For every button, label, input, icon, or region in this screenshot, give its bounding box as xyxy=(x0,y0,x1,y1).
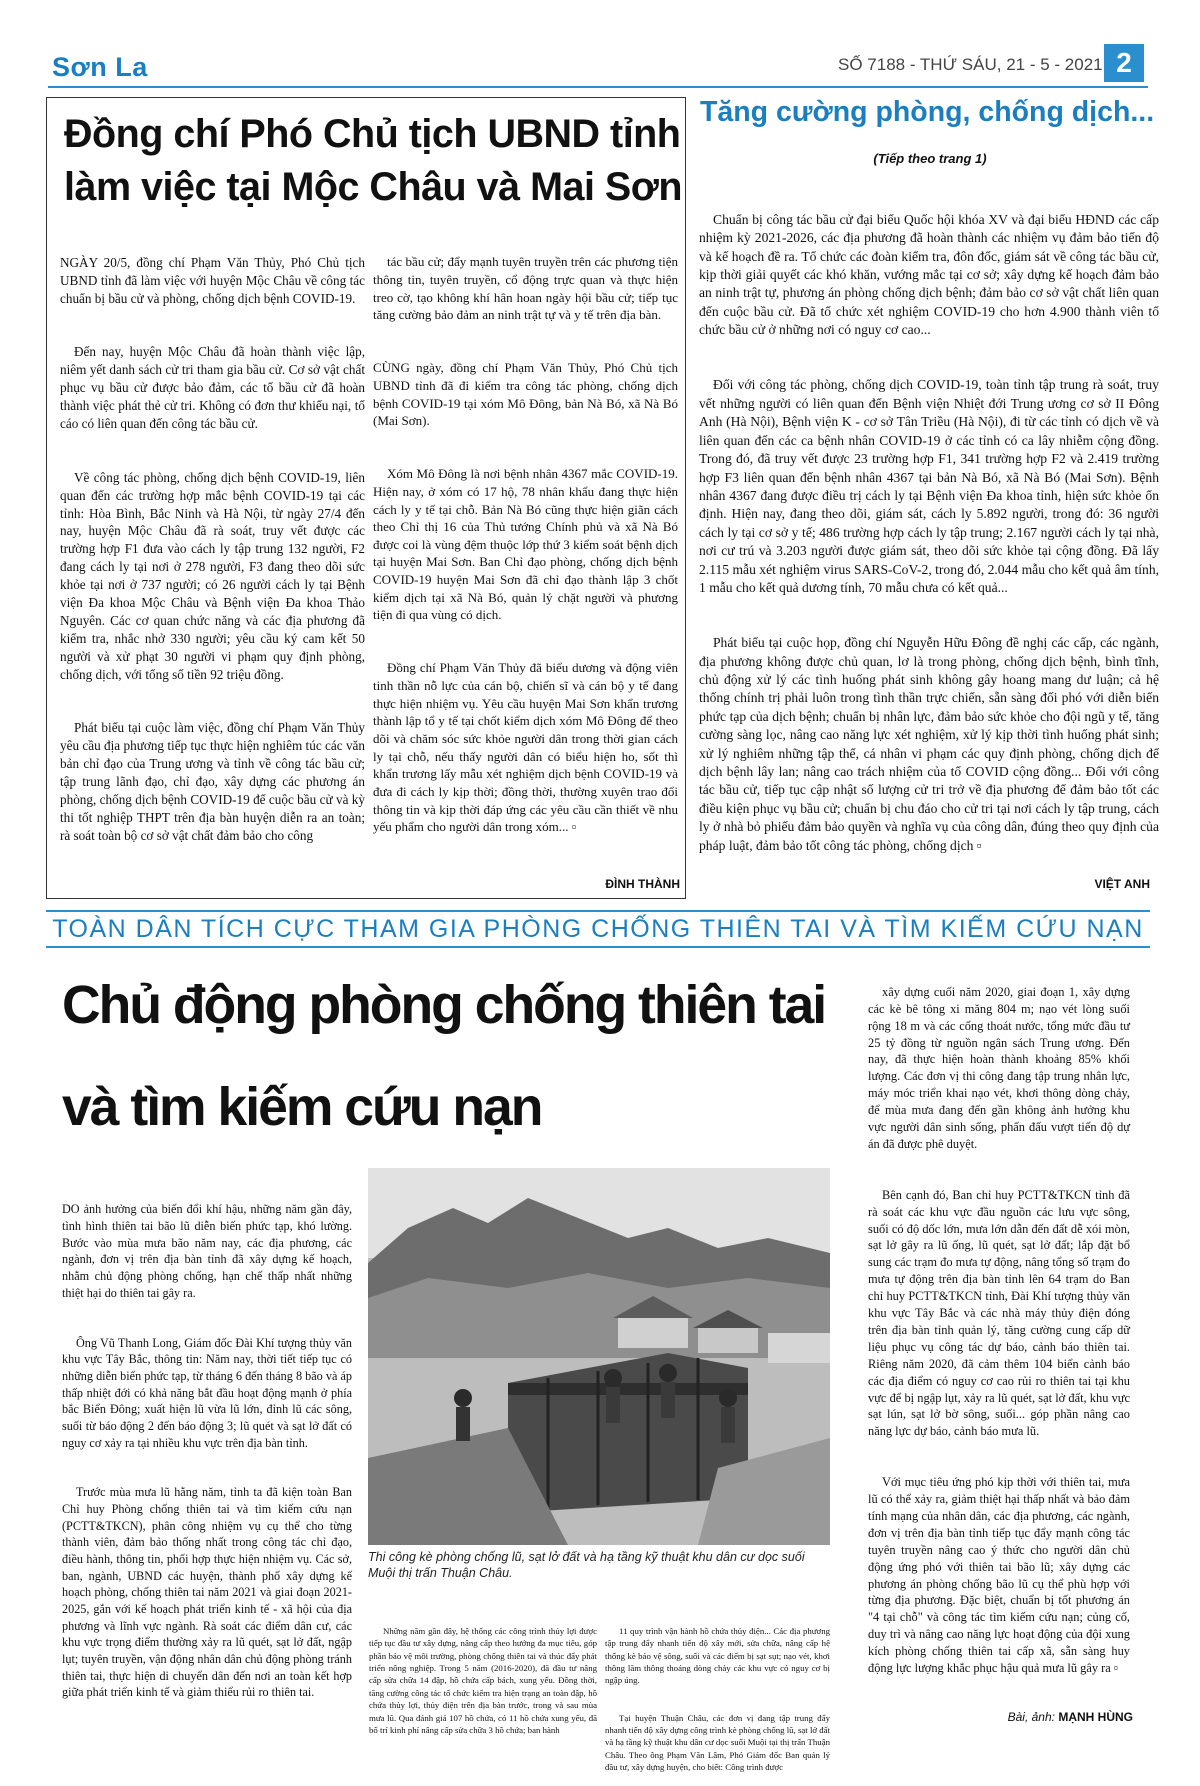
article3-paragraph: 11 quy trình vận hành hồ chứa thủy điện... Các địa phương tập trung đẩy nhanh tiến độ xây mới, sửa chữa, nâng cấp hệ thống kè bảo vệ sông, suối và các điểm bị sạt sụt; nạo vét, khơi thông lăm thông thoáng dòng chảy các khu vực có nguy cơ bị ngập úng. xyxy=(605,1625,833,1686)
article2-byline: VIỆT ANH xyxy=(1094,877,1150,891)
article3-byline-name: MẠNH HÙNG xyxy=(1058,1710,1133,1724)
section-name: Sơn La xyxy=(52,52,148,82)
article1-paragraph: CÙNG ngày, đồng chí Phạm Văn Thủy, Phó Chủ tịch UBND tỉnh đã đi kiểm tra công tác phòng, chống dịch bệnh COVID-19 tại xóm Mô Đông, bản Nà Bó, xã Nà Bó (Mai Sơn). xyxy=(373,360,682,429)
section-banner-text: TOÀN DÂN TÍCH CỰC THAM GIA PHÒNG CHỐNG THIÊN TAI VÀ TÌM KIẾM CỨU NẠN xyxy=(52,915,1144,943)
article3-byline-prefix: Bài, ảnh: xyxy=(1007,1710,1055,1724)
article3-paragraph: Với mục tiêu ứng phó kịp thời với thiên tai, mưa lũ có thể xảy ra, giảm thiệt hại thấp nhất và bảo đảm tính mạng của nhân dân, các địa phương, các ngành, đơn vị trên địa bàn tỉnh tiếp tục đẩy mạnh công tác tuyên truyền nâng cao ý thức cho người dân chủ động ứng phó với thiên tai bão lũ; xây dựng các phương án phòng chống bão lũ cụ thể phù hợp với từng địa phương. Đặc biệt, chuẩn bị tốt phương án "4 tại chỗ" và công tác tìm kiếm cứu nạn; củng cố, duy trì và nâng cao năng lực hoạt động của đội xung kích phòng chống thiên tai cấp xã, sẵn sàng huy động lực lượng khắc phục hậu quả mưa lũ gây ra ▫ xyxy=(868,1475,1134,1676)
article3-paragraph: Ông Vũ Thanh Long, Giám đốc Đài Khí tượng thủy văn khu vực Tây Bắc, thông tin: Năm nay, thời tiết tiếp tục có những diễn biến phức tạp, từ tháng 6 đến tháng 8 bão và áp thấp nhiệt đới có khả năng bắt đầu hoạt động mạnh ở phía bắc Biển Đông; xuất hiện lũ vừa lũ lớn, đỉnh lũ các sông, suối từ báo động 2 đến báo động 3; lũ quét và sạt lở đất có nguy cơ xảy ra tại nhiều khu vực trên địa bàn tỉnh. xyxy=(62,1335,356,1450)
article1-paragraph: Phát biểu tại cuộc làm việc, đồng chí Phạm Văn Thủy yêu cầu địa phương tiếp tục thực hiện nghiêm túc các văn bản chỉ đạo của Trung ương và tỉnh về công tác bầu cử; tập trung lãnh đạo, chỉ đạo, xây dựng các phương án phòng, chống dịch bệnh COVID-19 để cuộc bầu cử và kỳ thi tốt nghiệp THPT trên địa bàn huyện diễn ra an toàn; rà soát toàn bộ cơ sở vật chất đảm bảo cho công xyxy=(60,720,369,843)
article2-paragraph: Phát biểu tại cuộc họp, đồng chí Nguyễn Hữu Đông đề nghị các cấp, các ngành, địa phương không được chủ quan, lơ là trong phòng, chống dịch bệnh, bình tĩnh, chủ động xử lý các tình huống phát sinh không gây hoang mang dư luận; cả hệ thống chính trị phải luôn trong tình thần trực chiến, sẵn sàng đối phó với diễn biến phức tạp của dịch bệnh; chuẩn bị nhân lực, đảm bảo sức khỏe cho đội ngũ y tế, tăng cường sàng lọc, nâng cao năng lực xét nghiệm, xử lý kịp thời tình huống phát sinh; xử lý nghiêm những tập thể, cá nhân vi phạm các quy định phòng, chống dịch để dịch bệnh lây lan; nâng cao trách nhiệm của tổ COVID cộng đồng... Đối với công tác bầu cử, tiếp tục cập nhật số lượng cử tri trở về địa phương để đảm bảo tốt các điều kiện phục vụ bầu cử; chuẩn bị chu đáo cho cử tri tại nơi cách ly tập trung, cách ly ở nhà bỏ phiếu đảm bảo quyền và nghĩa vụ của công dân, đúng theo quy định của pháp luật, đảm bảo tốt công tác phòng, chống dịch ▫ xyxy=(699,635,1163,853)
construction-photo xyxy=(368,1168,830,1545)
article2-body xyxy=(699,174,1163,873)
article1-paragraph: Đồng chí Phạm Văn Thủy đã biểu dương và động viên tinh thần nỗ lực của cán bộ, chiến sĩ và cán bộ y tế đang thực hiện nhiệm vụ. Yêu cầu huyện Mai Sơn khẩn trương thành lập tổ y tế tại chốt kiểm dịch xóm Mô Đông để theo dõi và chăm sóc sức khỏe người dân trong thời gian cách ly tại chỗ, nếu thấy người dân có biểu hiện ho, sốt thì khẩn trương lấy mẫu xét nghiệm dịch bệnh COVID-19 và đưa đi cách ly kịp thời; đồng thời, thường xuyên trao đổi thông tin và kịp thời đáp ứng các yêu cầu cần thiết về nhu yếu phẩm cho người dân trong xóm... ▫ xyxy=(373,660,682,835)
article3-paragraph: Bên cạnh đó, Ban chỉ huy PCTT&TKCN tỉnh đã rà soát các khu vực đầu nguồn các lưu vực sông, suối có độ dốc lớn, mưa lớn dẫn đến đất dễ xói mòn, sạt lở gây ra lũ ống, lũ quét, sạt lở đất; lắp đặt bổ sung các trạm đo mưa tự động, nâng tổng số trạm đo mưa tự động trên địa bàn tỉnh lên 64 trạm do Ban chỉ huy PCTT&TKCN tỉnh, Đài Khí tượng thủy văn khu vực Tây Bắc và các nhà máy thủy điện đóng trên địa bàn tỉnh quản lý, tăng cường cung cấp dữ liệu phục vụ công tác dự báo, cảnh báo thiên tai. Riêng năm 2020, đã cảm thêm 104 biển cảnh báo các địa điểm có nguy cơ cao rủi ro thiên tai tại khu vực để bị ngập lụt, xảy ra lũ quét, sạt lở đất, khu vực sạt lún, sạt lở bờ sông, suối... góp phần nâng cao năng lực dự báo, cảnh báo mưa lũ. xyxy=(868,1187,1134,1439)
article3-column-3 xyxy=(605,1600,833,1786)
article2-headline: Tăng cường phòng, chống dịch... xyxy=(700,96,1155,128)
article1-paragraph: Đến nay, huyện Mộc Châu đã hoàn thành việc lập, niêm yết danh sách cử tri tham gia bầu cử. Cơ sở vật chất phục vụ bầu cử được bảo đảm, các tổ bầu cử đã hoàn thành việc phát thẻ cử tri. Không có đơn thư khiếu nại, tố cáo có liên quan đến công tác bầu cử. xyxy=(60,344,369,431)
article2-paragraph: Chuẩn bị công tác bầu cử đại biểu Quốc hội khóa XV và đại biểu HĐND các cấp nhiệm kỳ 2021-2026, các địa phương đã hoàn thành các nhiệm vụ đảm bảo tiến độ và kế hoạch đề ra. Tổ chức các đoàn kiểm tra, đôn đốc, giám sát về công tác bầu cử, kịp thời giải quyết các khó khăn, vướng mắc tại cơ sở; xây dựng kế hoạch đảm bảo an ninh trật tự, phương án phòng chống dịch bệnh; đảm bảo cơ sở vật chất liên quan đến cuộc bầu cử. Đã tổ chức xét nghiệm COVID-19 cho hơn 4.900 thành viên tổ chức bầu cử ở những nơi có nguy cơ cao... xyxy=(699,211,1163,338)
article3-paragraph: DO ảnh hưởng của biến đổi khí hậu, những năm gần đây, tình hình thiên tai bão lũ diễn biến phức tạp, khó lường. Bước vào mùa mưa bão năm nay, các địa phương, các ngành, đơn vị trên địa bàn tỉnh đã xây dựng kế hoạch, nhằm chủ động phòng chống, hạn chế thấp nhất những thiệt hại do thiên tai gây ra. xyxy=(62,1202,356,1300)
article3-paragraph: Những năm gần đây, hệ thống các công trình thủy lợi được tiếp tục đầu tư xây dựng, nâng cấp theo hướng đa mục tiêu, góp phần bảo vệ môi trường, phòng chống thiên tai và thúc đẩy phát triển nông nghiệp. Trong 5 năm (2016-2020), đã đầu tư nâng cấp sửa chữa 14 đập, hồ chứa cấp bách, xung yếu. Đồng thời, tăng cường công tác tổ chức kiểm tra hiện trạng an toàn đập, hồ chứa thủy lợi, thủy điện trên địa bàn trước, trong và sau mùa mưa lũ. Qua đánh giá 107 hồ chứa, có 11 hồ chứa xung yếu, đã bố trí kinh phí nâng cấp sửa chữa 3 hồ chứa; ban hành xyxy=(369,1625,600,1736)
article3-headline xyxy=(62,955,825,1159)
header-divider xyxy=(48,86,1148,88)
article1-byline: ĐÌNH THÀNH xyxy=(605,877,680,891)
article3-column-1 xyxy=(62,1168,356,1718)
article3-paragraph: Trước mùa mưa lũ hằng năm, tỉnh ta đã kiện toàn Ban Chỉ huy Phòng chống thiên tai và tìm kiếm cứu nạn (PCTT&TKCN), phân công nhiệm vụ cụ thể cho từng thành viên, đảm bảo thống nhất trong công tác chỉ đạo, điều hành, thông tin, phối hợp thực hiện nhiệm vụ. Các sở, ban, ngành, UBND các huyện, thành phố xây dựng kế hoạch phòng, chống thiên tai năm 2021 và giai đoạn 2021-2025, gắn với kế hoạch phát triển kinh tế - xã hội của địa phương và lĩnh vực ngành. Rà soát các điểm dân cư, các khu vực trọng điểm thường xảy ra lũ quét, sạt lở đất, ngập lụt; tuyên truyền, vận động nhân dân chủ động phòng tránh thiên tai, thực hiện di chuyển dân đến nơi an toàn kết hợp giữa phát triển kinh tế và giảm thiểu rủi ro thiên tai. xyxy=(62,1485,356,1700)
issue-info: SỐ 7188 - THỨ SÁU, 21 - 5 - 2021 xyxy=(838,55,1103,74)
article2-paragraph: Đối với công tác phòng, chống dịch COVID-19, toàn tỉnh tập trung rà soát, truy vết những người có liên quan đến Bệnh viện Nhiệt đới Trung ương cơ sở II Đông Anh (Hà Nội), Bệnh viện K - cơ sở Tân Triều (Hà Nội), đi từ các tỉnh có dịch về và liên quan đến các ca bệnh nhân COVID-19 ở các tỉnh có ca lây nhiễm cộng đồng. Trong đó, đã truy vết được 23 trường hợp F1, 341 trường hợp F2 và 2.419 trường hợp F3 liên quan đến bệnh nhân 4367 tại bản Nà Bó, xã Nà Bó (Mai Sơn). Bệnh nhân 4367 đang được điều trị cách ly tại Bệnh viện Đa khoa tỉnh, hiện sức khỏe ổn định. Hiện nay, đang theo dõi, giám sát, cách ly 5.892 người, trong đó: 36 người cách ly tại cơ sở y tế; 486 trường hợp cách ly tập trung; 2.167 người cách ly tại nhà, nơi cư trú và 3.203 người được giám sát, theo dõi sức khỏe tại cộng đồng. Đã lấy 2.115 mẫu xét nghiệm virus SARS-CoV-2, trong đó, 2.044 mẫu cho kết quả âm tính, 1 mẫu cho kết quả dương tính, 70 mẫu chưa có kết quả... xyxy=(699,377,1163,595)
article3-paragraph: Tại huyện Thuận Châu, các đơn vị đang tập trung đẩy nhanh tiến độ xây dựng công trình kè phòng chống lũ, sạt lở đất và hạ tầng kỹ thuật khu dân cư dọc suối Muội tại thị trấn Thuận Châu. Theo ông Phạm Văn Lâm, Phó Giám đốc Ban quản lý đầu tư, xây dựng huyện, cho biết: Công trình được xyxy=(605,1712,833,1773)
article1-paragraph: tác bầu cử; đẩy mạnh tuyên truyền trên các phương tiện thông tin, tuyên truyền, cổ động trực quan và thực hiện treo cờ, tạo không khí hân hoan ngày hội bầu cử; tiếp tục tăng cường bảo đảm an ninh trật tự và y tế trên địa bàn. xyxy=(373,254,682,323)
article1-column-1 xyxy=(60,218,369,863)
article1-headline: Đồng chí Phó Chủ tịch UBND tỉnh làm việc tại Mộc Châu và Mai Sơn xyxy=(64,112,682,209)
article2-continued-note: (Tiếp theo trang 1) xyxy=(873,151,987,166)
page-number-badge: 2 xyxy=(1104,44,1144,82)
article3-byline xyxy=(968,1710,1133,1724)
article3-headline-line-1: Chủ động phòng chống thiên tai xyxy=(62,976,826,1035)
article3-column-4 xyxy=(868,950,1134,1694)
article3-column-2 xyxy=(369,1600,600,1749)
construction-photo-illustration xyxy=(368,1168,830,1545)
article1-paragraph: NGÀY 20/5, đồng chí Phạm Văn Thủy, Phó Chủ tịch UBND tỉnh đã làm việc với huyện Mộc Châu về công tác chuẩn bị bầu cử và phòng, chống dịch bệnh COVID-19. xyxy=(60,254,369,306)
article1-paragraph: Xóm Mô Đông là nơi bệnh nhân 4367 mắc COVID-19. Hiện nay, ở xóm có 17 hộ, 78 nhân khẩu đang thực hiện cách ly y tế tại chỗ. Bản Nà Bó cũng thực hiện giãn cách theo Chỉ thị 16 của Thủ tướng Chính phủ và xã Nà Bó được coi là vùng đệm thuộc lớp thứ 3 kiểm soát bệnh dịch tại huyện Mai Sơn. Ban Chỉ đạo phòng, chống dịch bệnh COVID-19 huyện Mai Sơn đã chỉ đạo thành lập 3 chốt kiểm dịch tại xã Nà Bó, quản lý chặt người và phương tiện đi qua vùng có dịch. xyxy=(373,466,682,623)
article3-headline-line-2: và tìm kiếm cứu nạn xyxy=(62,1078,542,1137)
article3-paragraph: xây dựng cuối năm 2020, giai đoạn 1, xây dựng các kè bê tông xi măng 804 m; nạo vét lòng suối rộng 18 m và các cống thoát nước, tổng mức đầu tư 25 tỷ đồng từ nguồn ngân sách Trung ương. Đến nay, đã thực hiện hoàn thành khoảng 85% khối lượng. Các đơn vị thi công đang tập trung nhân lực, máy móc triển khai nạo vét, khơi thông dòng chảy, để mùa mưa đang đến gần không ảnh hưởng khu vực người dân sinh sống, phấn đấu vượt tiến độ dự án đã được phê duyệt. xyxy=(868,984,1134,1151)
photo-caption: Thi công kè phòng chống lũ, sạt lở đất và hạ tầng kỹ thuật khu dân cư dọc suối Muội thị trấn Thuận Châu. xyxy=(368,1550,805,1580)
article1-column-2 xyxy=(373,218,682,854)
article1-paragraph: Về công tác phòng, chống dịch bệnh COVID-19, liên quan đến các trường hợp mắc bệnh COVID-19 tại các tỉnh: Hòa Bình, Bắc Ninh và Hà Nội, từ ngày 27/4 đến nay, huyện Mộc Châu đã rà soát, truy vết được các trường hợp F1 đưa vào cách ly tập trung 132 người, F2 đang cách ly tại nơi ở 278 người, F3 đang theo dõi sức khỏe tại nơi ở 737 người; có 26 người cách ly tại Bệnh viện Đa khoa Mộc Châu và Bệnh viện Đa khoa Thảo Nguyên. Các cơ quan chức năng và các địa phương đã kiểm tra, nhắc nhở 330 người; yêu cầu ký cam kết 50 người và xử phạt 30 người vi phạm quy định phòng, chống dịch, với tổng số tiền 92 triệu đồng. xyxy=(60,469,369,682)
